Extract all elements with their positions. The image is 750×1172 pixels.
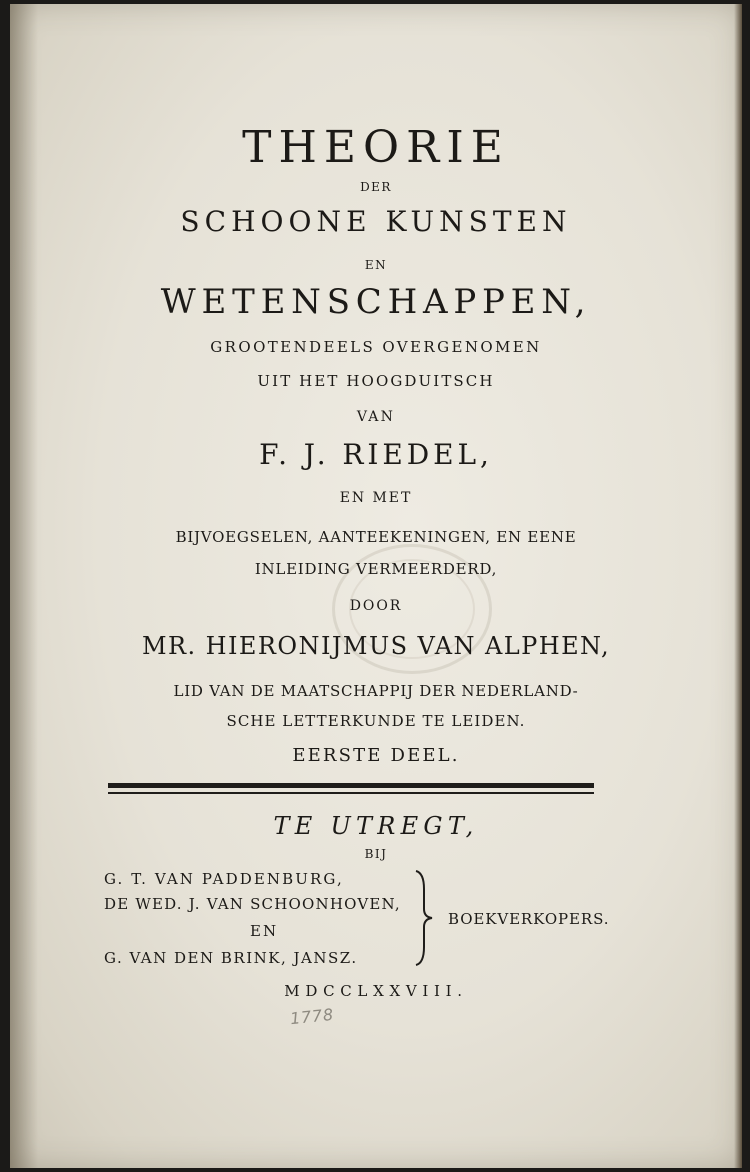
der-text: DER <box>360 180 392 194</box>
title-page <box>10 4 742 1168</box>
additions-line-2: INLEIDING VERMEERDERD, <box>254 560 498 578</box>
publisher-2: DE WED. J. VAN SCHOONHOVEN, <box>104 895 401 913</box>
en-text: EN <box>364 258 388 272</box>
book-title: THEORIE <box>242 122 510 173</box>
booksellers-text: BOEKVERKOPERS. <box>448 910 610 928</box>
en-met-text: EN MET <box>339 490 413 506</box>
bij-text: BIJ <box>364 847 388 861</box>
van-text: VAN <box>356 409 396 425</box>
publisher-1: G. T. VAN PADDENBURG, <box>104 870 344 888</box>
author-name: F. J. RIEDEL, <box>259 438 493 471</box>
origin-line-1: GROOTENDEELS OVERGENOMEN <box>210 338 542 356</box>
imprint-year: MDCCLXXVIII. <box>284 982 468 1000</box>
subject-arts: SCHOONE KUNSTEN <box>180 205 572 238</box>
editor-name: MR. HIERONIJMUS VAN ALPHEN, <box>141 632 611 660</box>
imprint-place: TE UTREGT, <box>273 812 479 840</box>
society-line-1: LID VAN DE MAATSCHAPPIJ DER NEDERLAND- <box>173 682 579 700</box>
publisher-brace <box>414 869 434 967</box>
volume-text: EERSTE DEEL. <box>292 745 460 766</box>
publisher-en: EN <box>250 922 279 940</box>
door-text: DOOR <box>349 598 403 614</box>
origin-line-2: UIT HET HOOGDUITSCH <box>257 372 495 390</box>
divider-rule-thick <box>108 783 594 788</box>
subject-sciences: WETENSCHAPPEN, <box>160 282 592 322</box>
divider-rule-thin <box>108 792 594 794</box>
additions-line-1: BIJVOEGSELEN, AANTEEKENINGEN, EN EENE <box>175 528 577 546</box>
society-line-2: SCHE LETTERKUNDE TE LEIDEN. <box>226 712 526 730</box>
pencil-annotation: 1778 <box>289 1004 335 1029</box>
publisher-3: G. VAN DEN BRINK, JANSZ. <box>104 949 358 967</box>
